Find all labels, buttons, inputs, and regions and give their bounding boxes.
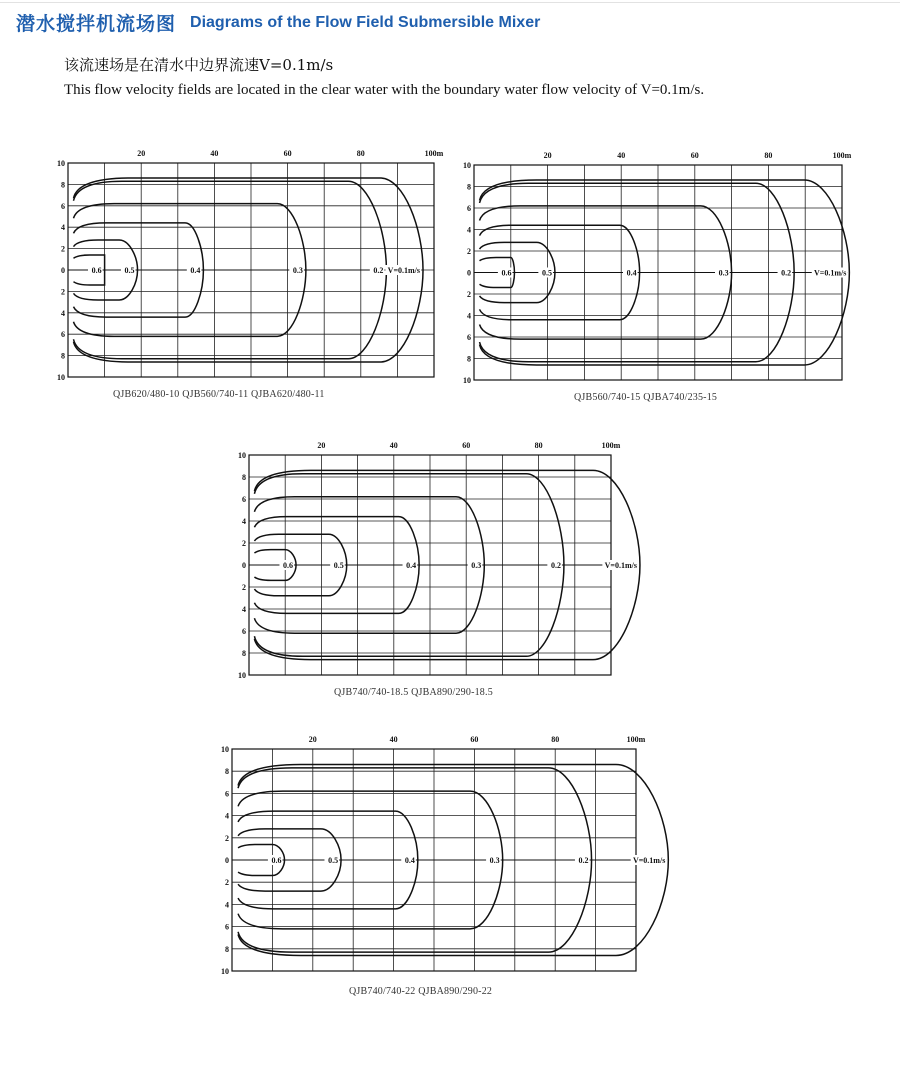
velocity-label: 0.3 bbox=[292, 266, 303, 275]
y-tick-label: 10 bbox=[238, 451, 246, 460]
y-tick-label: 10 bbox=[463, 161, 471, 170]
top-divider bbox=[0, 2, 900, 3]
y-tick-label: 4 bbox=[225, 811, 229, 821]
velocity-label: 0.3 bbox=[489, 856, 500, 865]
page-header bbox=[16, 9, 540, 36]
velocity-label: 0.5 bbox=[124, 266, 135, 275]
x-tick-label: 60 bbox=[470, 735, 479, 744]
velocity-label: 0.6 bbox=[501, 268, 512, 278]
velocity-label: 0.2 bbox=[578, 856, 589, 865]
x-tick-label: 20 bbox=[317, 441, 326, 450]
velocity-label: 0.3 bbox=[718, 268, 729, 278]
velocity-label: V=0.1m/s bbox=[604, 561, 637, 570]
x-tick-label: 80 bbox=[534, 441, 543, 450]
x-tick-label: 40 bbox=[210, 149, 219, 158]
x-tick-label: 40 bbox=[389, 735, 398, 744]
velocity-label: 0.6 bbox=[271, 856, 282, 865]
chart-3-caption: QJB740/740-18.5 QJBA890/290-18.5 bbox=[334, 687, 493, 698]
y-tick-label: 2 bbox=[467, 290, 471, 299]
y-tick-label: 8 bbox=[467, 182, 471, 192]
y-tick-label: 4 bbox=[467, 311, 471, 321]
y-tick-label: 0 bbox=[467, 268, 471, 278]
y-tick-label: 6 bbox=[467, 204, 471, 213]
flow-chart-1-svg bbox=[56, 145, 444, 385]
velocity-label: 0.4 bbox=[404, 856, 415, 865]
velocity-label: 0.3 bbox=[471, 561, 482, 570]
description-english: This flow velocity fields are located in the clear water with the boundary water flow velocity of V=0.1m/s. bbox=[64, 82, 705, 98]
y-tick-label: 6 bbox=[225, 789, 229, 799]
y-tick-label: 6 bbox=[242, 627, 246, 636]
x-tick-label: 60 bbox=[283, 149, 292, 158]
y-tick-label: 8 bbox=[242, 473, 246, 482]
y-tick-label: 6 bbox=[61, 330, 65, 340]
x-tick-label: 80 bbox=[764, 151, 773, 160]
x-tick-label: 20 bbox=[137, 149, 146, 158]
x-tick-label: 40 bbox=[617, 151, 626, 160]
flow-chart-1 bbox=[56, 145, 444, 385]
y-tick-label: 2 bbox=[61, 244, 65, 254]
flow-chart-4 bbox=[216, 731, 666, 979]
velocity-label: 0.5 bbox=[333, 561, 344, 570]
y-tick-label: 2 bbox=[225, 833, 229, 843]
y-tick-label: 4 bbox=[225, 900, 229, 910]
y-tick-label: 2 bbox=[467, 247, 471, 256]
x-tick-label: 100m bbox=[832, 151, 852, 160]
flow-chart-2-svg bbox=[462, 147, 852, 387]
velocity-label: 0.5 bbox=[328, 856, 339, 865]
y-tick-label: 2 bbox=[225, 878, 229, 888]
velocity-label: 0.2 bbox=[373, 266, 384, 275]
velocity-label: 0.2 bbox=[550, 561, 561, 570]
y-tick-label: 4 bbox=[242, 605, 246, 614]
flow-chart-3 bbox=[233, 437, 637, 681]
velocity-label: 0.2 bbox=[781, 268, 792, 278]
y-tick-label: 2 bbox=[61, 287, 65, 297]
x-tick-label: 80 bbox=[551, 735, 560, 744]
y-tick-label: 10 bbox=[463, 376, 471, 385]
y-tick-label: 4 bbox=[61, 223, 65, 233]
description-chinese: 该流速场是在清水中边界流速V=0.1m/s bbox=[64, 56, 334, 74]
y-tick-label: 10 bbox=[238, 671, 246, 680]
y-tick-label: 6 bbox=[61, 201, 65, 211]
chart-4-caption: QJB740/740-22 QJBA890/290-22 bbox=[349, 986, 493, 997]
flow-chart-3-svg bbox=[233, 437, 637, 681]
chart-1-caption: QJB620/480-10 QJB560/740-11 QJBA620/480-11 bbox=[113, 389, 325, 400]
velocity-label: 0.5 bbox=[541, 268, 552, 278]
title-chinese: 潜水搅拌机流场图 bbox=[16, 13, 177, 35]
y-tick-label: 10 bbox=[57, 159, 65, 168]
y-tick-label: 10 bbox=[221, 967, 229, 976]
x-tick-label: 80 bbox=[356, 149, 365, 158]
y-tick-label: 4 bbox=[61, 308, 65, 318]
y-tick-label: 4 bbox=[467, 225, 471, 235]
x-tick-label: 100m bbox=[601, 441, 621, 450]
y-tick-label: 6 bbox=[242, 495, 246, 504]
velocity-label: 0.4 bbox=[626, 268, 637, 278]
x-tick-label: 60 bbox=[462, 441, 471, 450]
y-tick-label: 10 bbox=[221, 745, 229, 754]
y-tick-label: 2 bbox=[242, 539, 246, 548]
y-tick-label: 0 bbox=[242, 561, 246, 570]
velocity-label: 0.6 bbox=[91, 266, 102, 275]
y-tick-label: 0 bbox=[61, 266, 65, 275]
x-tick-label: 100m bbox=[424, 149, 444, 158]
velocity-label: 0.4 bbox=[406, 561, 417, 570]
velocity-label: 0.4 bbox=[190, 266, 201, 275]
title-english: Diagrams of the Flow Field Submersible Mixer bbox=[190, 13, 541, 31]
y-tick-label: 8 bbox=[61, 180, 65, 190]
y-tick-label: 10 bbox=[57, 373, 65, 382]
flow-chart-2 bbox=[462, 147, 852, 387]
y-tick-label: 8 bbox=[225, 767, 229, 777]
y-tick-label: 8 bbox=[225, 944, 229, 954]
velocity-label: V=0.1m/s bbox=[387, 266, 421, 275]
y-tick-label: 2 bbox=[242, 583, 246, 592]
y-tick-label: 8 bbox=[61, 351, 65, 361]
velocity-label: V=0.1m/s bbox=[814, 268, 847, 278]
velocity-label: V=0.1m/s bbox=[632, 856, 666, 865]
y-tick-label: 6 bbox=[467, 333, 471, 342]
x-tick-label: 60 bbox=[690, 151, 699, 160]
flow-chart-4-svg bbox=[216, 731, 666, 979]
x-tick-label: 100m bbox=[626, 735, 646, 744]
chart-2-caption: QJB560/740-15 QJBA740/235-15 bbox=[574, 392, 718, 403]
x-tick-label: 20 bbox=[308, 735, 317, 744]
x-tick-label: 40 bbox=[389, 441, 398, 450]
x-tick-label: 20 bbox=[543, 151, 552, 160]
y-tick-label: 0 bbox=[225, 856, 229, 865]
y-tick-label: 8 bbox=[467, 354, 471, 364]
velocity-label: 0.6 bbox=[283, 561, 294, 570]
y-tick-label: 6 bbox=[225, 922, 229, 932]
y-tick-label: 8 bbox=[242, 649, 246, 658]
y-tick-label: 4 bbox=[242, 517, 246, 526]
